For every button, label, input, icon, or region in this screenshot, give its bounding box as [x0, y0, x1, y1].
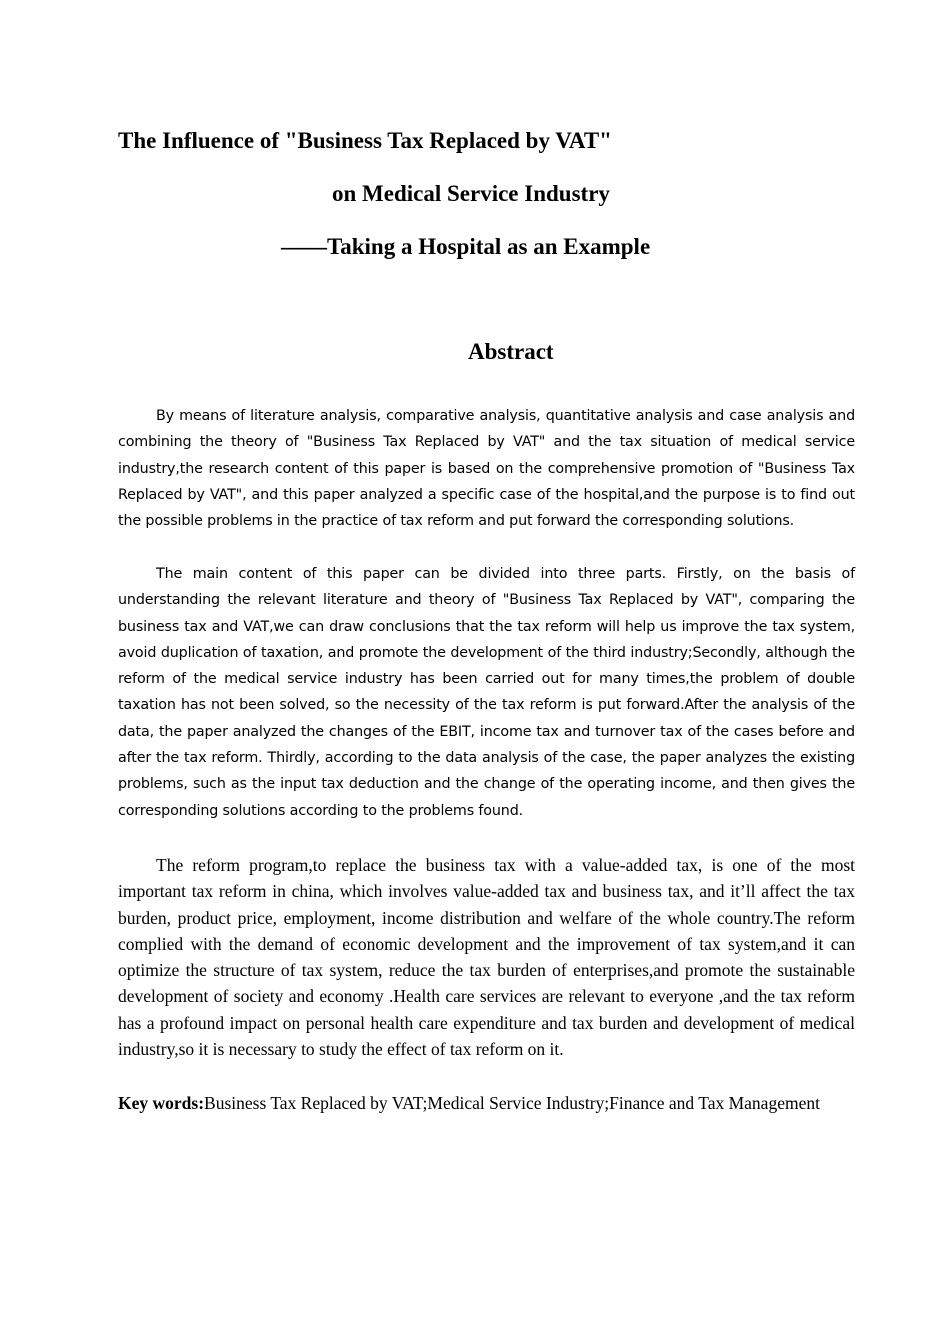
abstract-paragraph-1: By means of literature analysis, comparative analysis, quantitative analysis and case analysis and combining the theory of "Business Tax Replaced by VAT" and the tax situation of medical service industry,the research content of this paper is based on the comprehensive promotion of "Business Tax Replaced by VAT", and this paper analyzed a specific case of the hospital,and the purpose is to find out the possible problems in the practice of tax reform and put forward the corresponding solutions. [118, 408, 855, 530]
title-line-3: ——Taking a Hospital as an Example [281, 234, 651, 259]
abstract-heading: Abstract [468, 339, 554, 364]
keywords-label: Key words: [118, 1093, 205, 1113]
title-line-2: on Medical Service Industry [332, 181, 610, 206]
keywords-value: Business Tax Replaced by VAT;Medical Service Industry;Finance and Tax Management [204, 1093, 820, 1113]
abstract-paragraph-3: The reform program,to replace the business tax with a value-added tax, is one of the most important tax reform in china, which involves value-added tax and business tax, and it’ll affect the tax burden, product price, employment, income distribution and welfare of the whole country.The reform complied with the demand of economic development and the improvement of tax system,and it can optimize the structure of tax system, reduce the tax burden of enterprises,and promote the sustainable development of society and economy .Health care services are relevant to everyone ,and the tax reform has a profound impact on personal health care expenditure and tax burden and development of medical industry,so it is necessary to study the effect of tax reform on it. [118, 855, 855, 1060]
abstract-paragraph-2: The main content of this paper can be divided into three parts. Firstly, on the basis of understanding the relevant literature and theory of "Business Tax Replaced by VAT", comparing the business tax and VAT,we can draw conclusions that the tax reform will help us improve the tax system, avoid duplication of taxation, and promote the development of the third industry;Secondly, although the reform of the medical service industry has been carried out for many times,the problem of double taxation has not been solved, so the necessity of the tax reform is put forward.After the analysis of the data, the paper analyzed the changes of the EBIT, income tax and turnover tax of the cases before and after the tax reform. Thirdly, according to the data analysis of the case, the paper analyzes the existing problems, such as the input tax deduction and the change of the operating income, and then gives the corresponding solutions according to the problems found. [118, 566, 855, 819]
title-line-1: The Influence of "Business Tax Replaced by VAT" [118, 128, 612, 153]
keywords [118, 1090, 855, 1116]
